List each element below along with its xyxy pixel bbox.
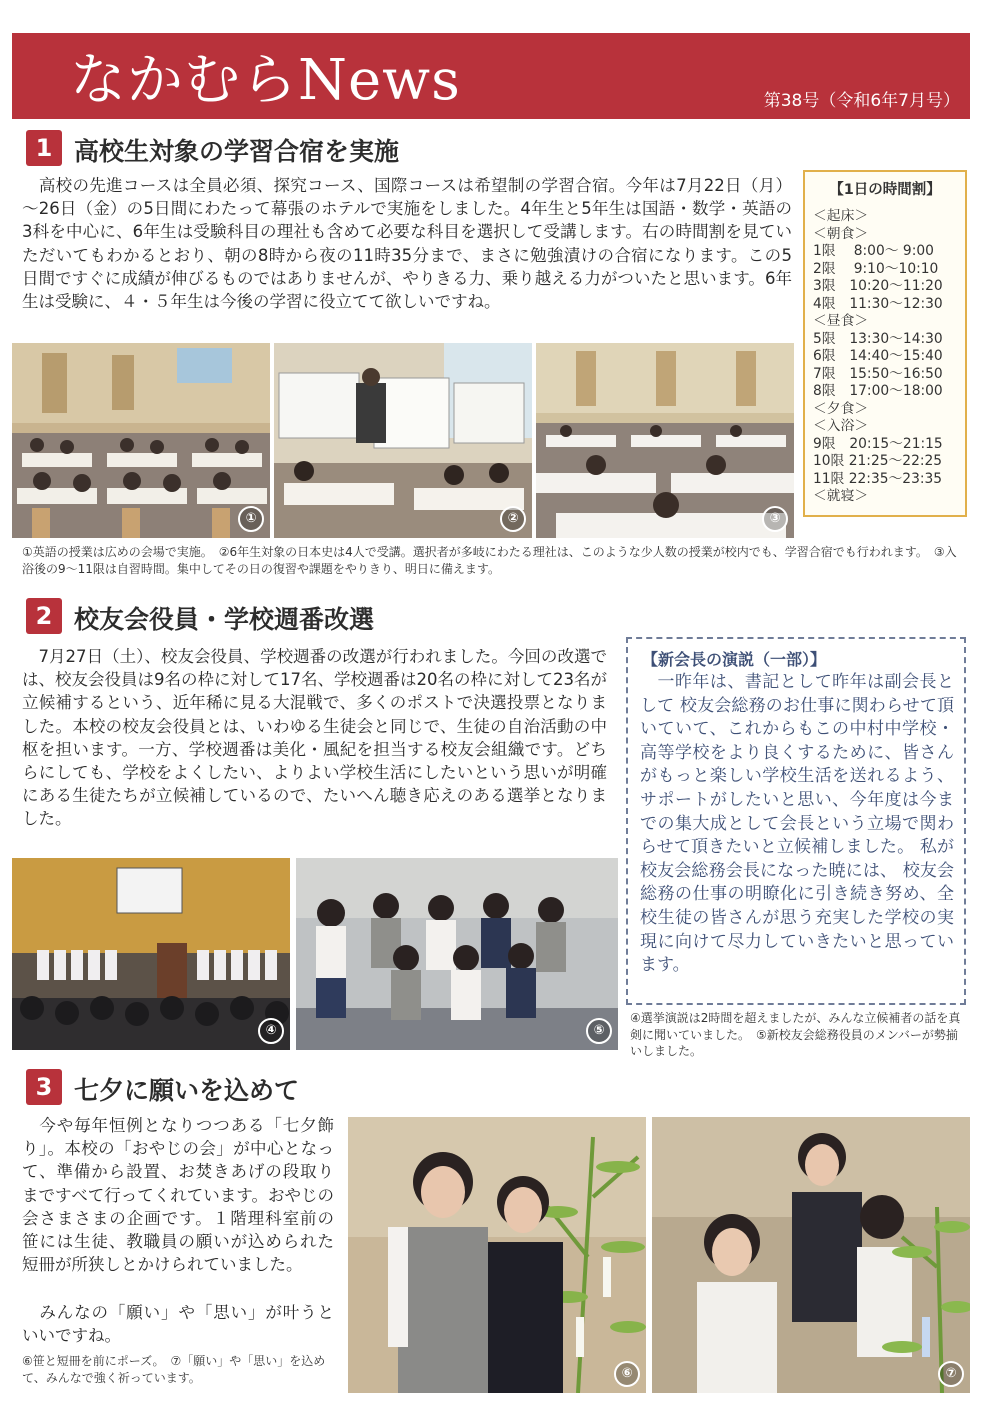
schedule-row: ＜朝食＞ <box>813 225 869 242</box>
schedule-row: 6限 14:40～15:40 <box>813 348 943 364</box>
schedule-row: 8限 17:00～18:00 <box>813 383 943 399</box>
schedule-row: 2限 9:10～10:10 <box>813 260 939 277</box>
schedule-row: 1限 8:00～ 9:00 <box>813 243 934 259</box>
photo-number-1: ① <box>238 506 264 532</box>
photo-number-2: ② <box>500 506 526 532</box>
photo-number-6: ⑥ <box>614 1361 640 1387</box>
schedule-row: ＜入浴＞ <box>813 418 869 434</box>
section-3-body-2: みんなの「願い」や「思い」が叶うといいですね。 <box>22 1303 334 1346</box>
schedule-list <box>813 208 965 506</box>
photo-history-class <box>274 343 532 538</box>
photo-self-study <box>536 343 794 538</box>
section-1-title: 高校生対象の学習合宿を実施 <box>74 137 400 166</box>
schedule-row: 9限 20:15～21:15 <box>813 435 943 452</box>
schedule-row: 4限 11:30～12:30 <box>813 295 943 312</box>
schedule-row: 3限 10:20～11:20 <box>813 278 943 294</box>
section-3-number: 3 <box>26 1069 62 1105</box>
schedule-row: ＜就寝＞ <box>813 488 869 504</box>
photo-number-7: ⑦ <box>938 1361 964 1387</box>
issue-label: 第38号（令和6年7月号） <box>763 91 960 111</box>
schedule-row: ＜起床＞ <box>813 208 869 224</box>
photo-english-class <box>12 343 270 538</box>
photo-tanabata-wishes <box>652 1117 970 1393</box>
photo-number-5: ⑤ <box>586 1018 612 1044</box>
schedule-row: 5限 13:30～14:30 <box>813 330 943 347</box>
schedule-box <box>803 170 967 517</box>
schedule-row: 10限 21:25～22:25 <box>813 453 943 469</box>
schedule-row: ＜夕食＞ <box>813 400 869 417</box>
section-2-title: 校友会役員・学校週番改選 <box>74 605 375 634</box>
speech-box <box>626 637 966 1005</box>
photo-number-3: ③ <box>762 506 788 532</box>
speech-text: 一昨年は、書記として昨年は副会長として 校友会総務のお仕事に関わらせて頂いていて、これからもこの中村中学校・高等学校をより良くするために、皆さんがもっと楽しい学校生活を送れるよう、サポートがしたいと思い、今年度は今までの集大成として会長という立場で関わらせて頂きたいと立候補しました。 私が校友会総務会長になった暁には、 校友会総務の仕事の明瞭化に引き続き努め、全校生徒の皆さんが思う充実した学校の実現に向けて尽力していきたいと思っています。 <box>640 672 954 976</box>
section-1-number: 1 <box>26 130 62 166</box>
speech-title: 【新会長の演説（一部）】 <box>642 650 827 669</box>
section-2-body: 7月27日（土）、校友会役員、学校週番の改選が行われました。今回の改選では、校友会役員は9名の枠に対して17名、学校週番は20名の枠に対して23名が立候補するという、近年稀に見る大混戦で、多くのポストで決選投票となりました。本校の校友会役員とは、いわゆる生徒会と同じで、生徒の自治活動の中枢を担います。一方、学校週番は美化・風紀を担当する校友会組織です。どちらにしても、学校をよくしたい、よりよい学校生活にしたいという思いが明確にある生徒たちが立候補しているので、たいへん聴き応えのある選挙となりました。 <box>22 647 607 829</box>
photo-number-4: ④ <box>258 1018 284 1044</box>
photo-election-speech <box>12 858 290 1050</box>
schedule-row: 7限 15:50～16:50 <box>813 365 943 382</box>
section-1-caption: ①英語の授業は広めの会場で実施。 ②6年生対象の日本史は4人で受講。選択者が多岐にわたる理社は、このような少人数の授業が校内でも、学習合宿でも行われます。 ③入浴後の9～11限は自習時間。集中してその日の復習や課題をやりきり、明日に備えます。 <box>22 545 957 576</box>
section-3-title: 七夕に願いを込めて <box>74 1076 300 1105</box>
section-3-caption: ⑥笹と短冊を前にポーズ。 ⑦「願い」や「思い」を込めて、みんなで強く祈っています。 <box>22 1354 326 1385</box>
section-2-number: 2 <box>26 598 62 634</box>
schedule-row: ＜昼食＞ <box>813 313 869 329</box>
schedule-row: 11限 22:35～23:35 <box>813 470 943 487</box>
section-1-body: 高校の先進コースは全員必須、探究コース、国際コースは希望制の学習合宿。今年は7月22日（月）～26日（金）の5日間にわたって幕張のホテルで実施をしました。4年生と5年生は国語・数学・英語の3科を中心に、6年生は受験科目の理社も含めて必要な科目を選択して受講します。右の時間割を見ていただいてもわかるとおり、朝の8時から夜の11時35分まで、まさに勉強漬けの合宿になります。この5日間ですぐに成績が伸びるものではありませんが、やりきる力、乗り越える力がついたと思います。6年生は受験に、４・５年生は今後の学習に役立てて欲しいですね。 <box>22 176 792 312</box>
newsletter-title: なかむらNews <box>70 48 461 113</box>
photo-tanabata-pose <box>348 1117 646 1393</box>
schedule-title: 【1日の時間割】 <box>829 182 941 198</box>
photo-council-members <box>296 858 618 1050</box>
section-2-caption: ④選挙演説は2時間を超えましたが、みんな立候補者の話を真剣に聞いていました。 ⑤新校友会総務役員のメンバーが勢揃いしました。 <box>630 1011 961 1058</box>
section-3-body: 今や毎年恒例となりつつある「七夕飾り」。本校の「おやじの会」が中心となって、準備から設置、お焚きあげの段取りまですべて行ってくれています。おやじの会さまさまの企画です。１階理科室前の笹には生徒、教職員の願いが込められた短冊が所狭しとかけられていました。 <box>22 1116 334 1275</box>
